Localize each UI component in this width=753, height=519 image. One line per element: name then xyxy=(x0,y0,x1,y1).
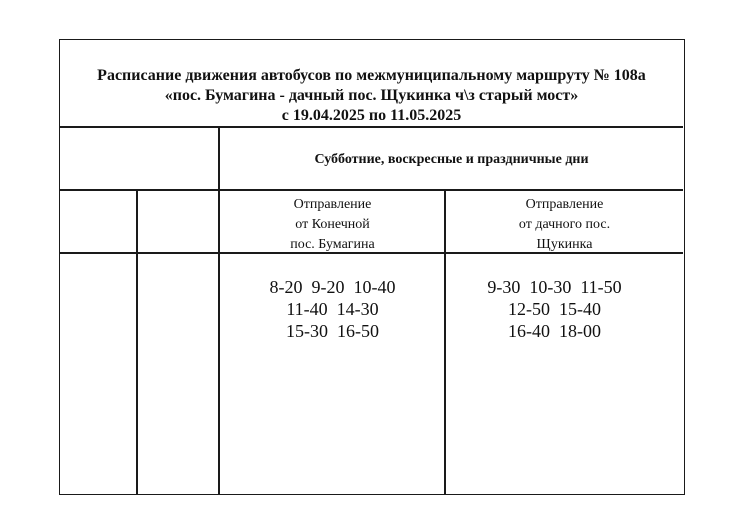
schedule-table xyxy=(59,39,685,495)
times-row: 11-40 14-30 xyxy=(286,299,379,319)
times-row: 12-50 15-40 xyxy=(508,299,601,319)
title-line-dates: с 19.04.2025 по 11.05.2025 xyxy=(281,107,462,124)
header-line: от дачного пос. xyxy=(518,217,611,232)
departure-times-bumagina xyxy=(219,276,446,342)
departure-times-shchukinka xyxy=(446,276,663,342)
header-line: Щукинка xyxy=(536,237,593,252)
header-line: Отправление xyxy=(525,197,604,212)
title-line-stops: «пос. Бумагина - дачный пос. Щукинка ч\з старый мост» xyxy=(164,87,579,104)
departure-header-bumagina xyxy=(219,195,446,255)
title-line-route: Расписание движения автобусов по межмуниципальному маршруту № 108а xyxy=(97,67,646,84)
header-line: пос. Бумагина xyxy=(290,237,375,252)
times-row: 16-40 18-00 xyxy=(508,321,601,341)
row-divider-days xyxy=(60,189,683,191)
header-line: Отправление xyxy=(293,197,372,212)
header-line: от Конечной xyxy=(295,217,370,232)
row-divider-title xyxy=(60,126,683,128)
times-row: 8-20 9-20 10-40 xyxy=(269,277,396,297)
days-label: Субботние, воскресные и праздничные дни xyxy=(314,152,589,167)
column-divider-1 xyxy=(136,189,138,494)
times-row: 15-30 16-50 xyxy=(286,321,379,341)
times-row: 9-30 10-30 11-50 xyxy=(487,277,622,297)
departure-header-shchukinka xyxy=(446,195,683,255)
schedule-title xyxy=(60,66,683,126)
